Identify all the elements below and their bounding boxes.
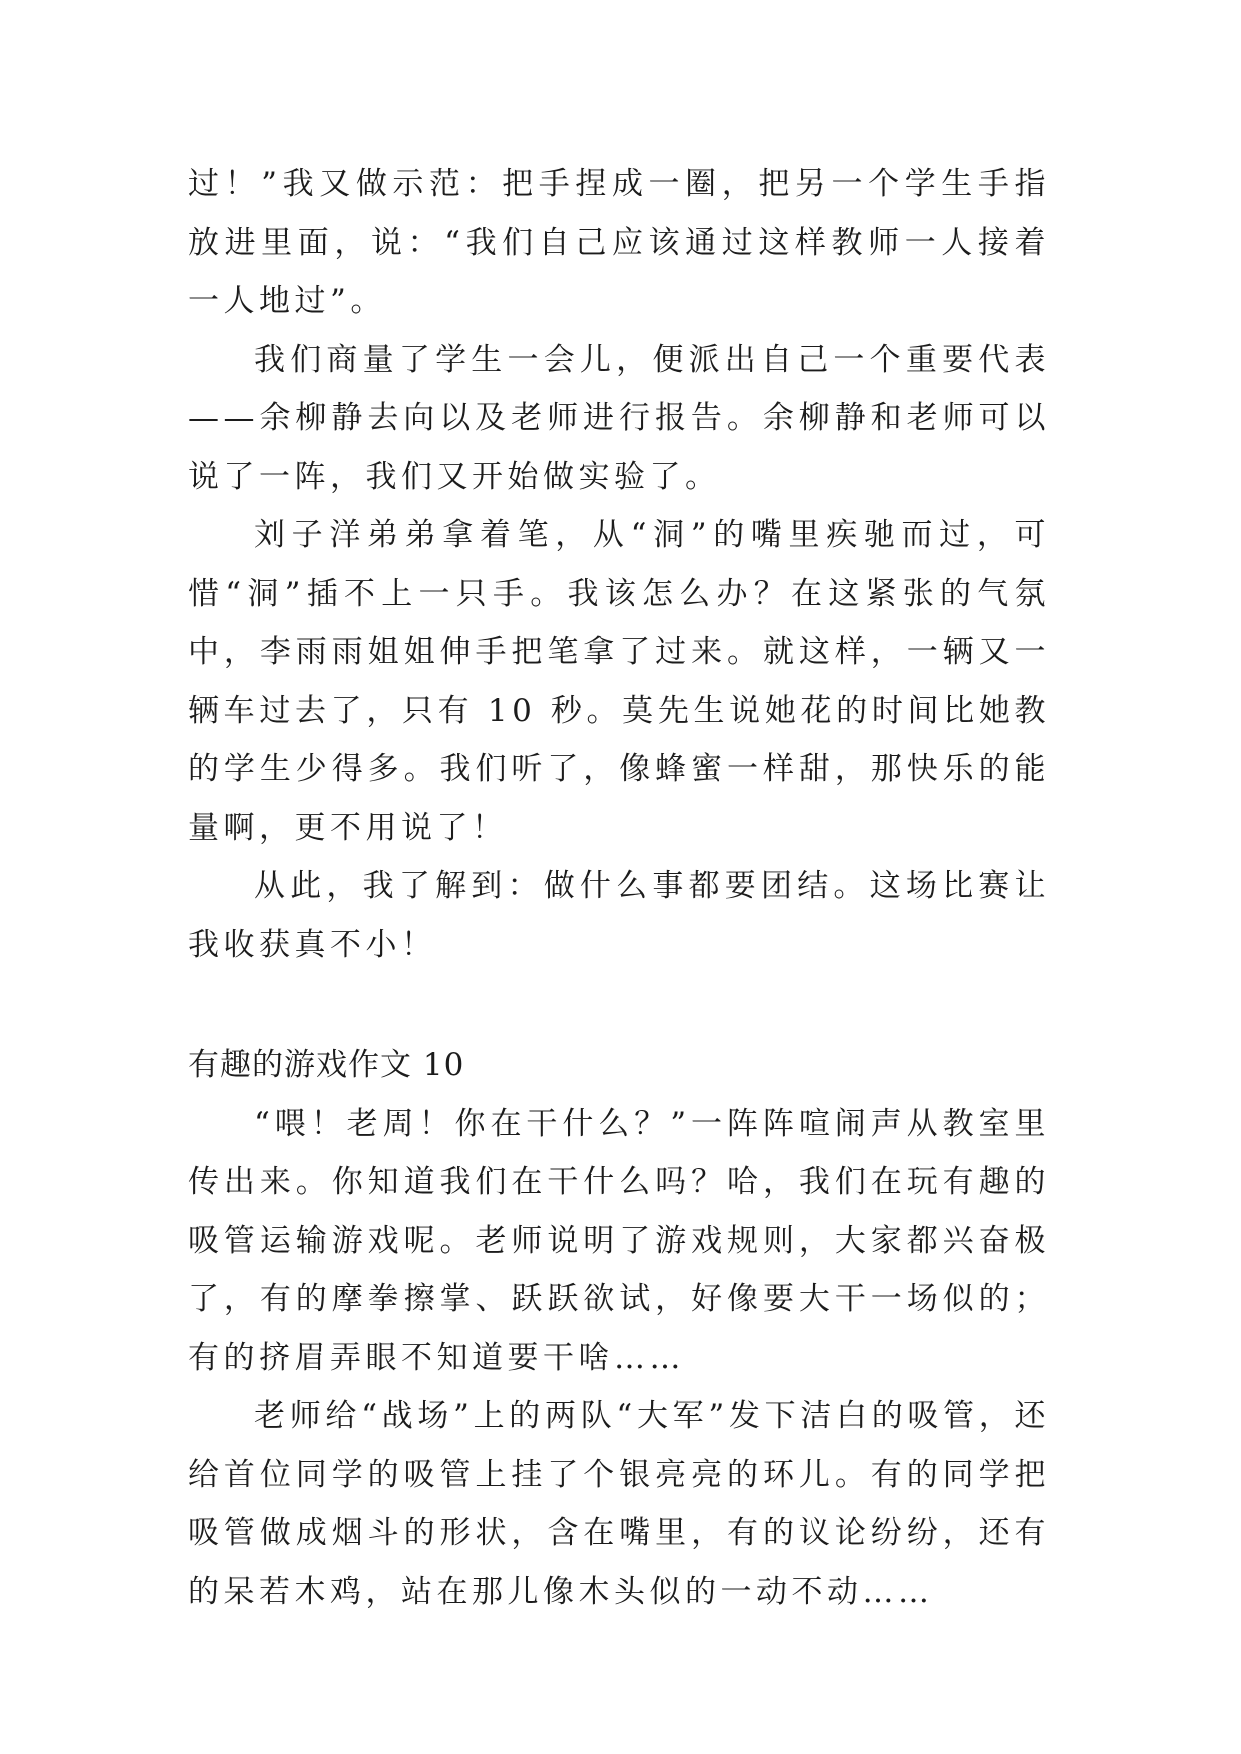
section-title: 有趣的游戏作文 10: [188, 1047, 465, 1083]
paragraph: 从此，我了解到：做什么事都要团结。这场比赛让我收获真不小！: [188, 868, 1050, 963]
paragraph: 刘子洋弟弟拿着笔，从“洞”的嘴里疾驰而过，可惜“洞”插不上一只手。我该怎么办？在这紧张的气氛中，李雨雨姐姐伸手把笔拿了过来。就这样，一辆又一辆车过去了，只有 10 秒。莫先生说她花的时间比她教的学生少得多。我们听了，像蜂蜜一样甜，那快乐的能量啊，更不用说了！: [188, 517, 1050, 846]
section-spacer: [188, 974, 1050, 1036]
paragraph: 老师给“战场”上的两队“大军”发下洁白的吸管，还给首位同学的吸管上挂了个银亮亮的环儿。有的同学把吸管做成烟斗的形状，含在嘴里，有的议论纷纷，还有的呆若木鸡，站在那儿像木头似的一动不动……: [188, 1398, 1050, 1610]
paragraph: “喂！老周！你在干什么？”一阵阵喧闹声从教室里传出来。你知道我们在干什么吗？哈，我们在玩有趣的吸管运输游戏呢。老师说明了游戏规则，大家都兴奋极了，有的摩拳擦掌、跃跃欲试，好像要大干一场似的；有的挤眉弄眼不知道要干啥……: [188, 1105, 1050, 1376]
paragraph-continuation: 过！”我又做示范：把手捏成一圈，把另一个学生手指放进里面，说：“我们自己应该通过这样教师一人接着一人地过”。: [188, 166, 1050, 319]
document-body: [188, 155, 1050, 1621]
paragraph: 我们商量了学生一会儿，便派出自己一个重要代表——余柳静去向以及老师进行报告。余柳静和老师可以说了一阵，我们又开始做实验了。: [188, 341, 1050, 495]
